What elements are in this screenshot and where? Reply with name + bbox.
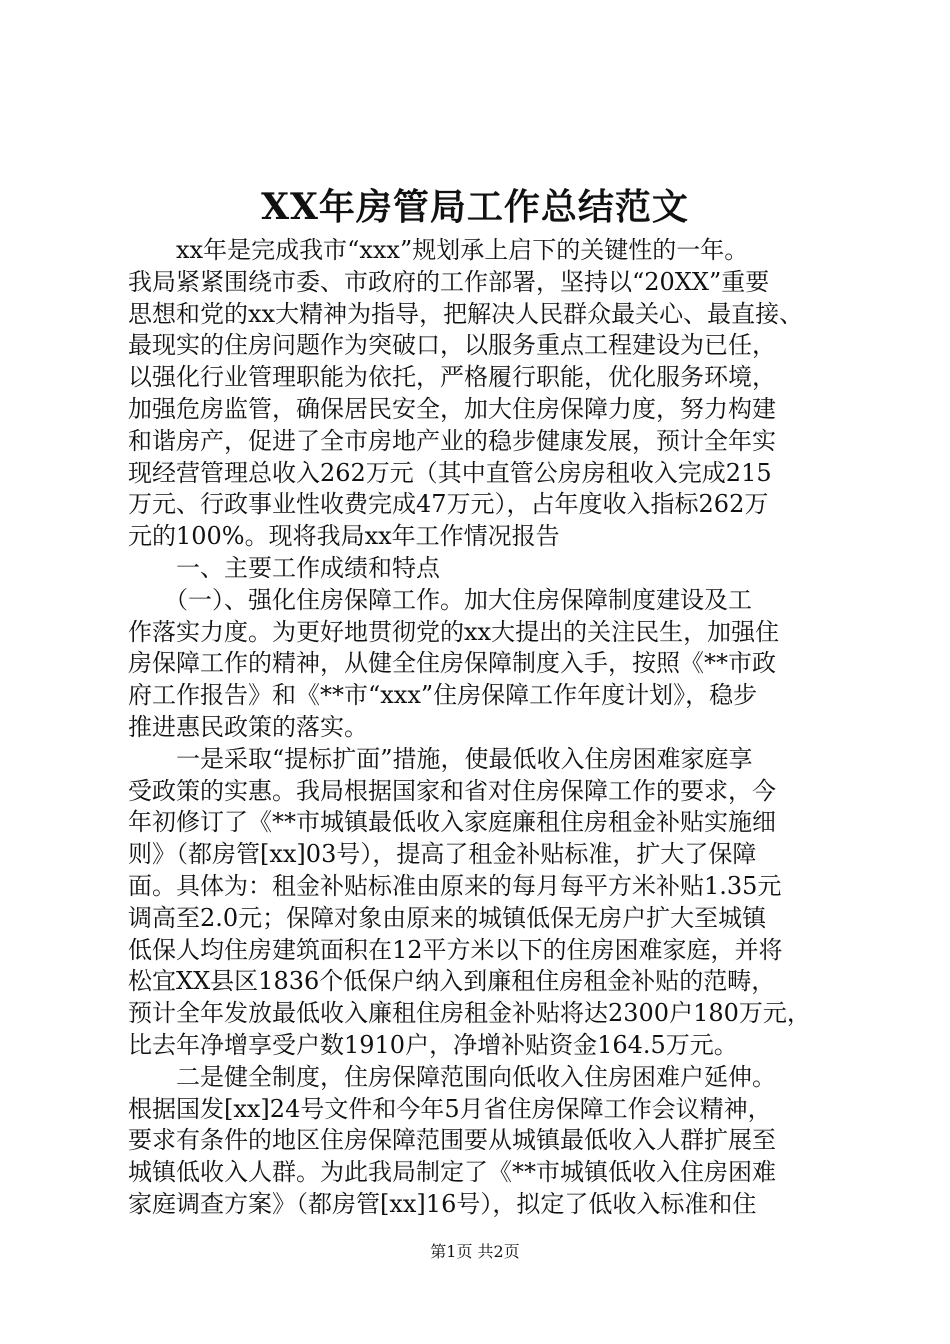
document-title: XX年房管局工作总结范文 — [261, 186, 689, 228]
page-number: 第1页 共2页 — [430, 1242, 520, 1261]
text-line: 加强危房监管，确保居民安全，加大住房保障力度，努力构建 — [128, 394, 776, 423]
text-line: （一）、强化住房保障工作。加大住房保障制度建设及工 — [128, 585, 752, 614]
text-line: 府工作报告》和《**市“xxx”住房保障工作年度计划》，稳步 — [128, 681, 758, 710]
text-line: 年初修订了《**市城镇最低收入家庭廉租住房租金补贴实施细 — [128, 808, 776, 837]
text-line: 则》（都房管[xx]03号），提高了租金补贴标准，扩大了保障 — [128, 840, 757, 869]
text-line: 面。具体为：租金补贴标准由原来的每月每平方米补贴1.35元 — [128, 871, 782, 900]
text-line: 作落实力度。为更好地贯彻党的xx大提出的关注民生，加强住 — [128, 617, 780, 646]
text-line: 松宜XX县区1836个低保户纳入到廉租住房租金补贴的范畴， — [128, 967, 776, 996]
text-line: 现经营管理总收入262万元（其中直管公房房租收入完成215 — [128, 458, 772, 487]
text-line: 比去年净增享受户数1910户，净增补贴资金164.5万元。 — [128, 1030, 738, 1059]
text-line: 房保障工作的精神，从健全住房保障制度入手，按照《**市政 — [128, 649, 776, 678]
text-line: 元的100%。现将我局xx年工作情况报告 — [128, 522, 560, 551]
text-line: 推进惠民政策的落实。 — [128, 712, 368, 741]
document-body — [128, 235, 828, 1221]
text-line: 最现实的住房问题作为突破口，以服务重点工程建设为已任， — [128, 331, 776, 360]
text-line: 万元、行政事业性收费完成47万元），占年度收入指标262万 — [128, 490, 769, 519]
text-line: 思想和党的xx大精神为指导，把解决人民群众最关心、最直接、 — [128, 299, 804, 328]
text-line: 调高至2.0元；保障对象由原来的城镇低保无房户扩大至城镇 — [128, 903, 767, 932]
text-line: 预计全年发放最低收入廉租住房租金补贴将达2300户180万元， — [128, 999, 811, 1028]
text-line: 根据国发[xx]24号文件和今年5月省住房保障工作会议精神， — [128, 1094, 772, 1123]
text-line: 低保人均住房建筑面积在12平方米以下的住房困难家庭，并将 — [128, 935, 783, 964]
text-line: 要求有条件的地区住房保障范围要从城镇最低收入人群扩展至 — [128, 1126, 776, 1155]
text-line: 和谐房产，促进了全市房地产业的稳步健康发展，预计全年实 — [128, 426, 776, 455]
text-line: 一是采取“提标扩面”措施，使最低收入住房困难家庭享 — [128, 744, 753, 773]
text-line: 二是健全制度，住房保障范围向低收入住房困难户延伸。 — [128, 1062, 776, 1091]
text-line: 以强化行业管理职能为依托，严格履行职能，优化服务环境， — [128, 363, 776, 392]
text-line: 受政策的实惠。我局根据国家和省对住房保障工作的要求，今 — [128, 776, 776, 805]
text-line: 城镇低收入人群。为此我局制定了《**市城镇低收入住房困难 — [128, 1158, 776, 1187]
text-line: 我局紧紧围绕市委、市政府的工作部署，坚持以“20XX”重要 — [128, 267, 770, 296]
text-line: 家庭调查方案》（都房管[xx]16号），拟定了低收入标准和住 — [128, 1189, 757, 1218]
section-heading: 一、主要工作成绩和特点 — [128, 553, 440, 582]
text-line: xx年是完成我市“xxx”规划承上启下的关键性的一年。 — [128, 236, 749, 264]
